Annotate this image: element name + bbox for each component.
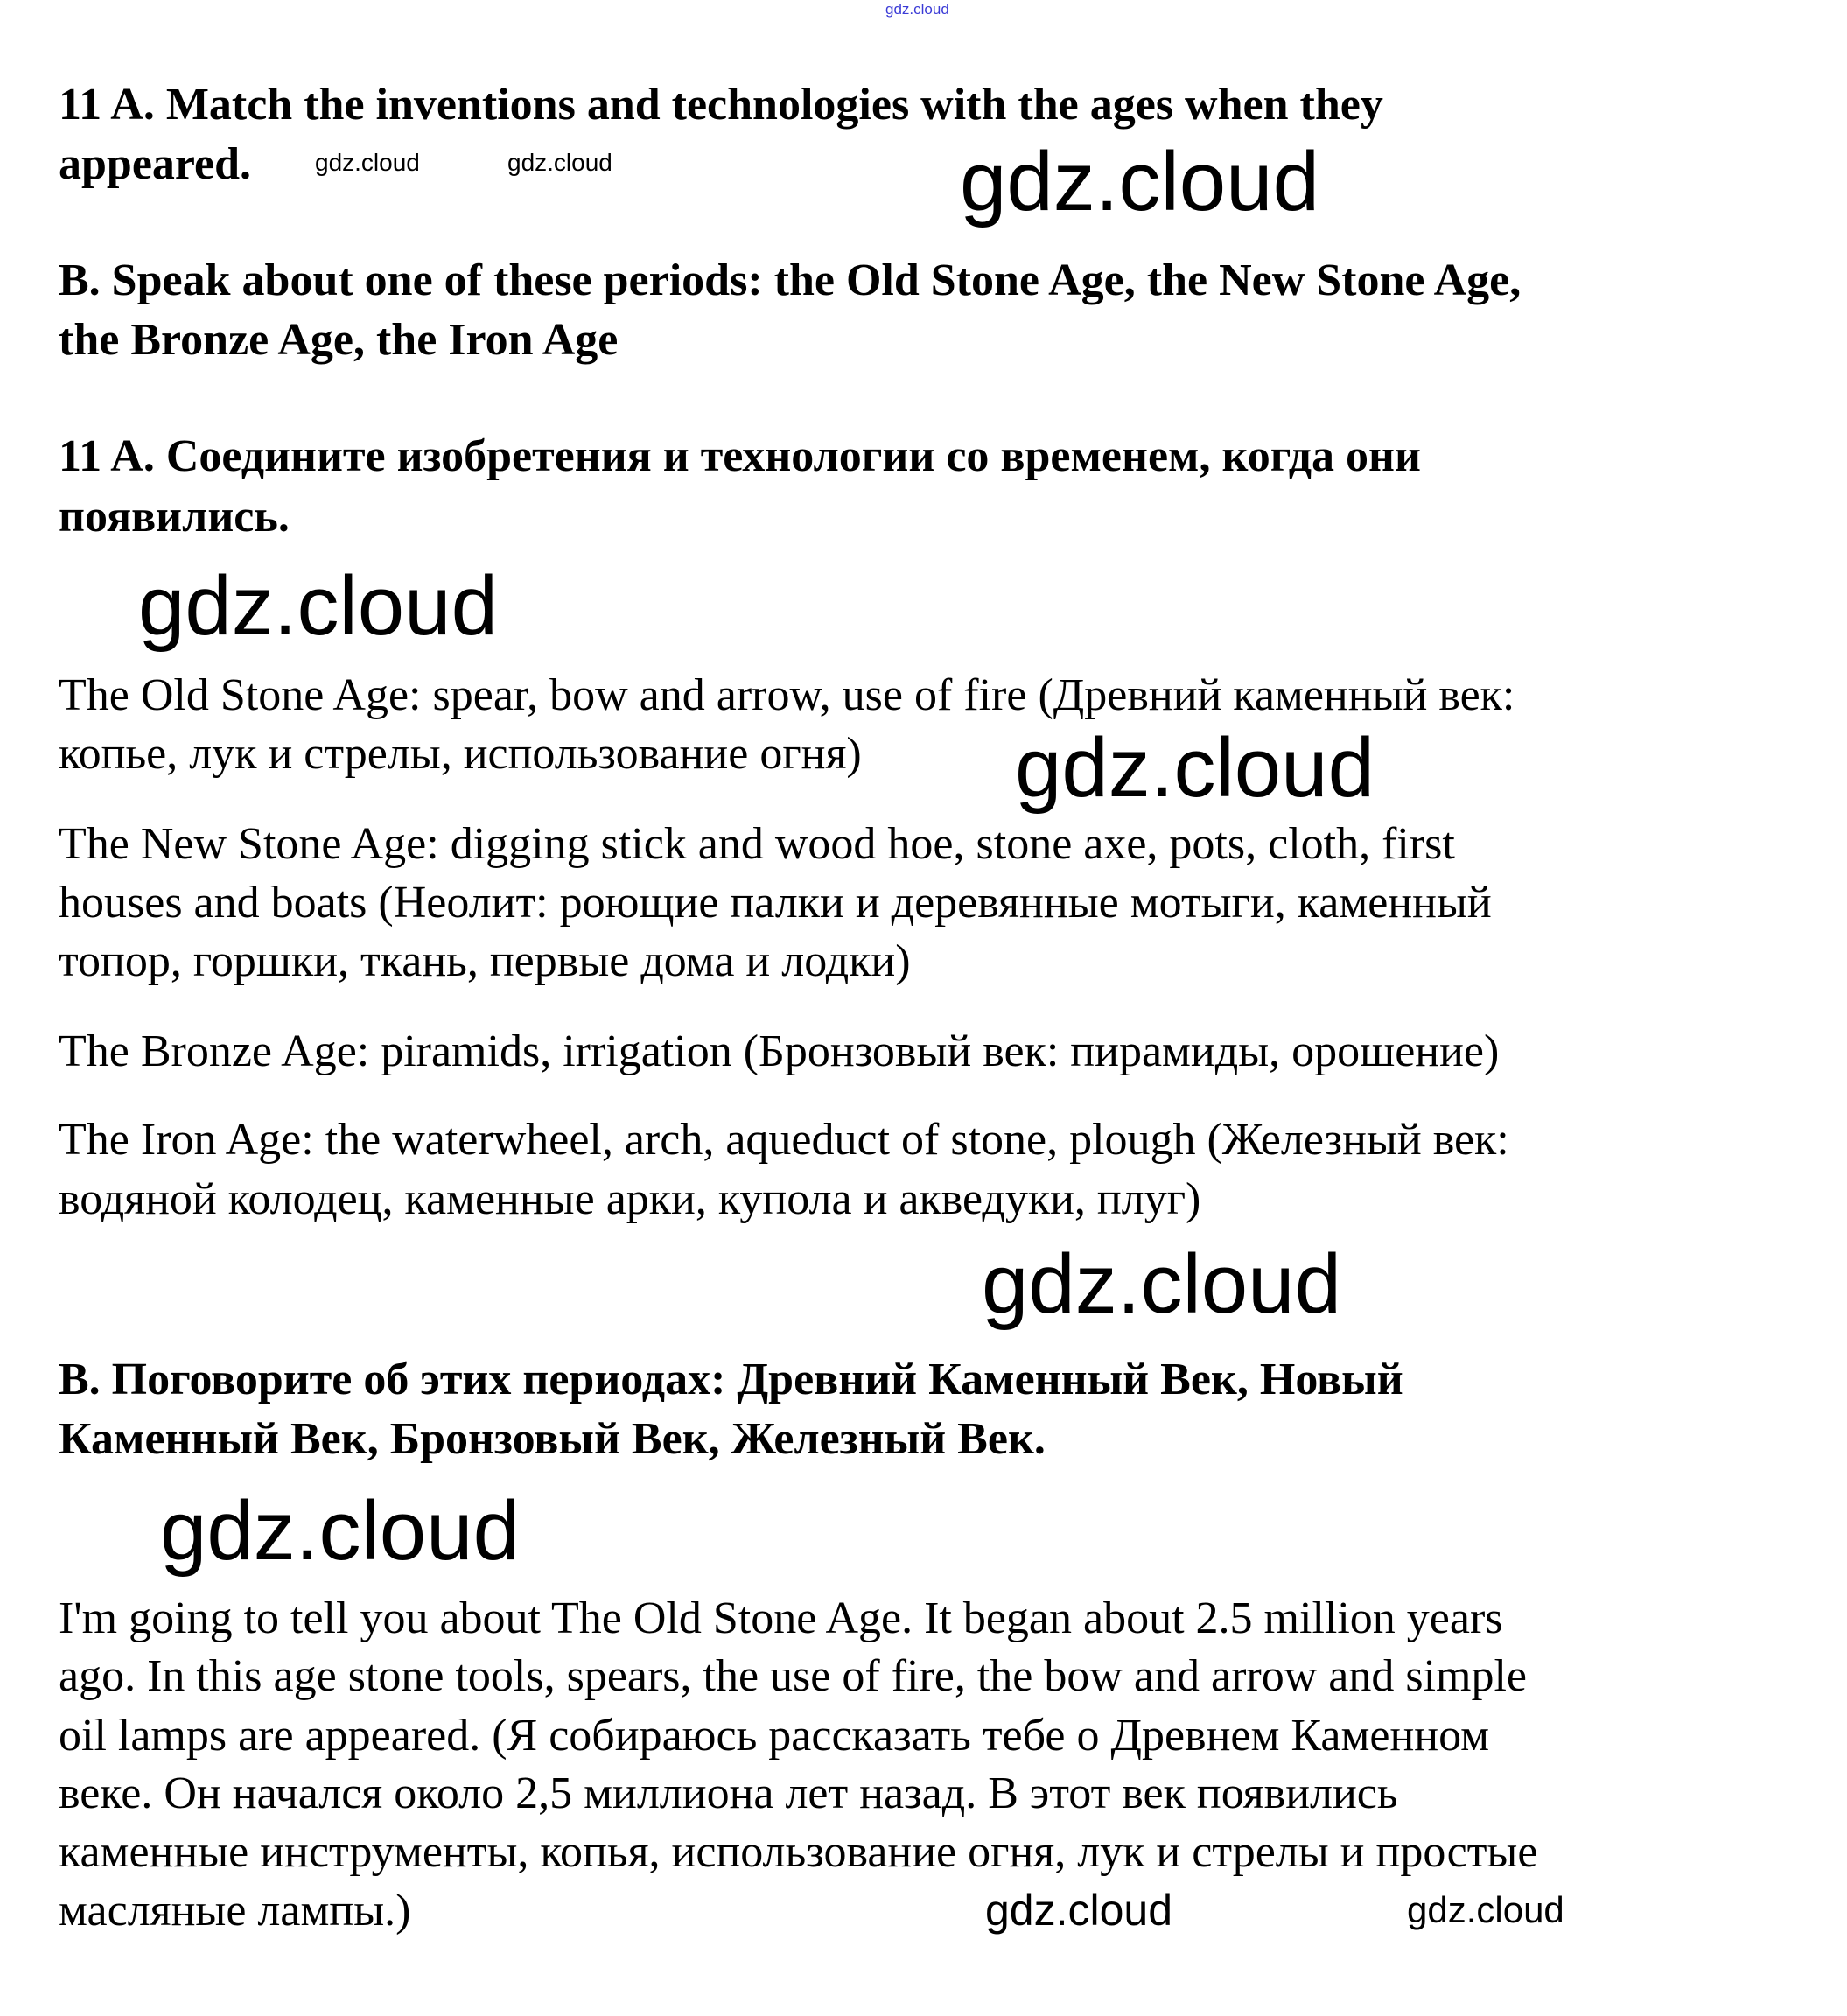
task-heading-en-line: 11 A. Match the inventions and technologies with the ages when they: [59, 80, 1383, 130]
answer-iron-age-line: водяной колодец, каменные арки, купола и акведуки, плуг): [59, 1174, 1201, 1224]
speech-old-stone-age-line: ago. In this age stone tools, spears, the use of fire, the bow and arrow and simple: [59, 1651, 1528, 1701]
answer-new-stone-age-line: The New Stone Age: digging stick and wood hoe, stone axe, pots, cloth, first: [59, 819, 1455, 869]
answer-old-stone-age-line: The Old Stone Age: spear, bow and arrow, use of fire (Древний каменный век:: [59, 670, 1515, 720]
task-b-ru-line: B. Поговорите об этих периодах: Древний Каменный Век, Новый: [59, 1354, 1403, 1404]
watermark-top: gdz.cloud: [885, 1, 949, 18]
watermark-large: gdz.cloud: [138, 559, 498, 653]
task-b-en-line: the Bronze Age, the Iron Age: [59, 315, 619, 365]
answer-new-stone-age-line: топор, горшки, ткань, первые дома и лодки): [59, 936, 911, 986]
task-heading-ru-line: 11 A. Соедините изобретения и технологии со временем, когда они: [59, 431, 1421, 481]
answer-bronze-age-line: The Bronze Age: piramids, irrigation (Бронзовый век: пирамиды, орошение): [59, 1026, 1500, 1076]
answer-iron-age-line: The Iron Age: the waterwheel, arch, aqueduct of stone, plough (Железный век:: [59, 1115, 1509, 1165]
task-heading-en-line: appeared.: [59, 139, 252, 189]
watermark-medium: gdz.cloud: [985, 1886, 1173, 1935]
speech-old-stone-age-line: веке. Он начался около 2,5 миллиона лет назад. В этот век появились: [59, 1768, 1398, 1818]
watermark-large: gdz.cloud: [960, 135, 1319, 228]
speech-old-stone-age-line: oil lamps are appeared. (Я собираюсь рассказать тебе о Древнем Каменном: [59, 1711, 1490, 1760]
task-b-ru-line: Каменный Век, Бронзовый Век, Железный Век.: [59, 1414, 1046, 1464]
task-heading-ru-line: появились.: [59, 492, 290, 542]
watermark-large: gdz.cloud: [982, 1237, 1341, 1331]
watermark-small: gdz.cloud: [315, 149, 420, 176]
task-b-en-line: B. Speak about one of these periods: the Old Stone Age, the New Stone Age,: [59, 256, 1522, 305]
watermark-medium: gdz.cloud: [1407, 1889, 1564, 1930]
speech-old-stone-age-line: I'm going to tell you about The Old Stone Age. It began about 2.5 million years: [59, 1593, 1503, 1643]
watermark-large: gdz.cloud: [160, 1484, 520, 1578]
speech-old-stone-age-line: масляные лампы.): [59, 1886, 411, 1936]
answer-new-stone-age-line: houses and boats (Неолит: роющие палки и деревянные мотыги, каменный: [59, 878, 1492, 928]
answer-old-stone-age-line: копье, лук и стрелы, использование огня): [59, 729, 862, 779]
speech-old-stone-age-line: каменные инструменты, копья, использование огня, лук и стрелы и простые: [59, 1827, 1538, 1877]
watermark-large: gdz.cloud: [1015, 721, 1375, 815]
watermark-small: gdz.cloud: [507, 149, 612, 176]
